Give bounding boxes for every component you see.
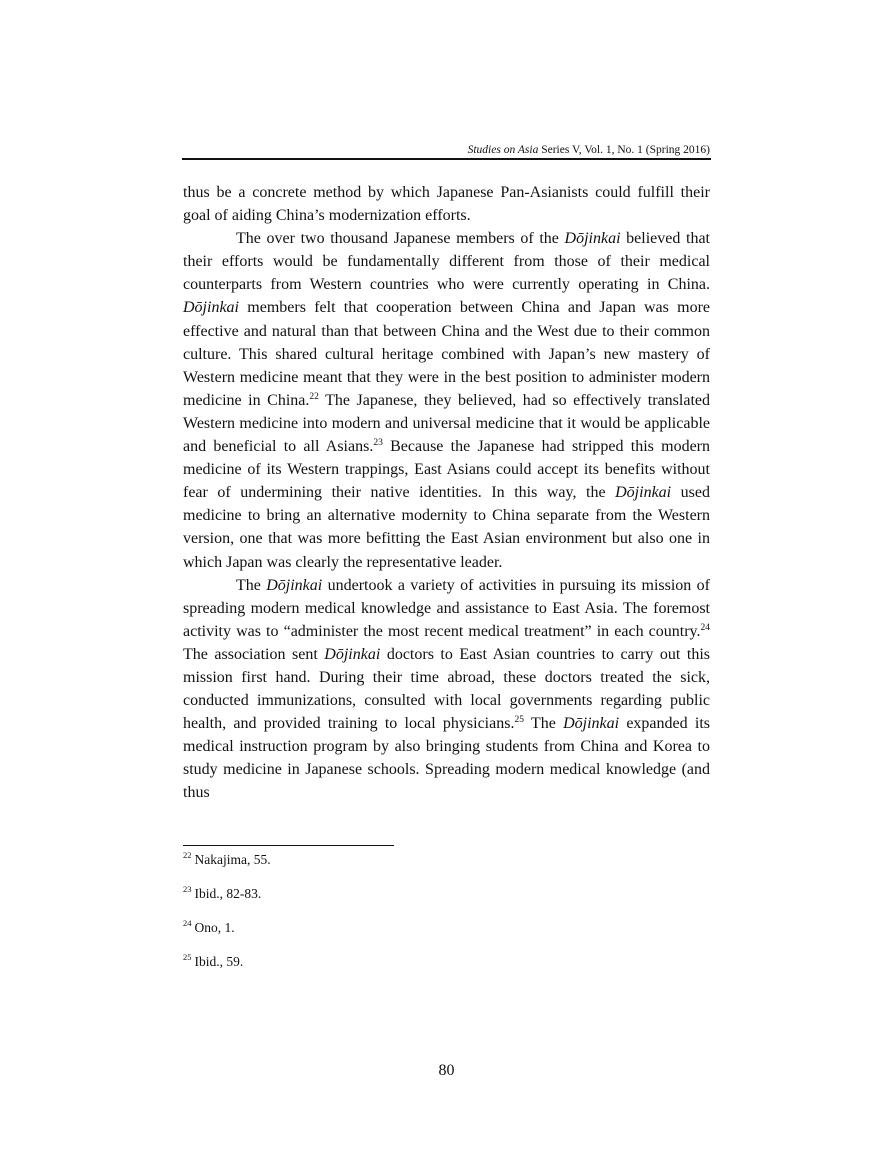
italic-term: Dōjinkai bbox=[615, 484, 672, 502]
footnote bbox=[183, 953, 710, 971]
text-run: The over two thousand Japanese members of the bbox=[236, 230, 565, 248]
text-run: believed that their efforts would be fundamentally different from those of their medical counterparts from Western countries who were currently operating in China. bbox=[183, 230, 711, 294]
footnotes bbox=[183, 851, 710, 987]
footnote-ref: 25 bbox=[514, 715, 524, 726]
journal-title: Studies on Asia bbox=[467, 144, 539, 156]
body-paragraph bbox=[183, 227, 710, 573]
italic-term: Dōjinkai bbox=[183, 299, 239, 317]
body-paragraph bbox=[183, 181, 710, 227]
footnote-text: Ono, 1. bbox=[194, 920, 235, 935]
journal-series: Series V, Vol. 1, No. 1 (Spring 2016) bbox=[538, 144, 710, 156]
running-header bbox=[183, 143, 710, 157]
text-run: Because the Japanese had stripped this modern medicine of its Western trappings, East Asians could accept its benefits without fear of undermining their native identities. In this way, the bbox=[183, 438, 710, 502]
text-run: undertook a variety of activities in pursuing its mission of spreading modern medical knowledge and assistance to East Asia. The foremost activity was to “administer the most recent medical treatment” in each country. bbox=[183, 576, 710, 640]
text-run: members felt that cooperation between China and Japan was more effective and natural than that between China and the West due to their common culture. This shared cultural heritage combined with Japan’s new mastery of Western medicine meant that they were in the best position to administer modern medicine in China. bbox=[183, 299, 710, 409]
text-run: used medicine to bring an alternative modernity to China separate from the Western version, one that was more befitting the East Asian environment but also one in which Japan was clearly the representative leader. bbox=[183, 484, 711, 571]
footnote bbox=[183, 851, 710, 869]
footnote-number: 25 bbox=[183, 952, 192, 962]
italic-term: Dōjinkai bbox=[324, 645, 381, 663]
text-run: The association sent bbox=[183, 645, 325, 663]
footnote-text: Nakajima, 55. bbox=[194, 852, 271, 867]
footnote-number: 23 bbox=[183, 884, 192, 894]
header-rule bbox=[182, 158, 711, 160]
footnote-ref: 24 bbox=[700, 622, 710, 633]
footnote-number: 24 bbox=[183, 918, 192, 928]
footnote-ref: 23 bbox=[373, 438, 383, 449]
footnote bbox=[183, 885, 710, 903]
text-run: The bbox=[523, 715, 564, 733]
text-run: The bbox=[236, 576, 267, 594]
italic-term: Dōjinkai bbox=[564, 230, 621, 248]
body-paragraph bbox=[183, 574, 710, 805]
text-run: expanded its medical instruction program by also bringing students from China and Korea to study medicine in Japanese schools. Spreading modern medical knowledge (and thus bbox=[183, 715, 711, 802]
page-number: 80 bbox=[438, 1062, 455, 1079]
italic-term: Dōjinkai bbox=[266, 576, 323, 594]
body-text bbox=[183, 181, 710, 805]
footnote-separator bbox=[183, 845, 394, 846]
text-run: The Japanese, they believed, had so effectively translated Western medicine into modern and universal medicine that it would be applicable and beneficial to all Asians. bbox=[183, 391, 710, 456]
footnote-ref: 22 bbox=[309, 391, 319, 402]
footnote-text: Ibid., 82-83. bbox=[194, 886, 262, 901]
text-run: thus be a concrete method by which Japanese Pan-Asianists could fulfill their goal of aiding China’s modernization efforts. bbox=[183, 184, 710, 225]
text-run: doctors to East Asian countries to carry out this mission first hand. During their time abroad, these doctors treated the sick, conducted immunizations, consulted with local governments regarding public health, and provided training to local physicians. bbox=[183, 645, 710, 733]
footnote-number: 22 bbox=[183, 850, 192, 860]
italic-term: Dōjinkai bbox=[563, 715, 620, 733]
footnote bbox=[183, 919, 710, 937]
footnote-text: Ibid., 59. bbox=[194, 954, 244, 969]
